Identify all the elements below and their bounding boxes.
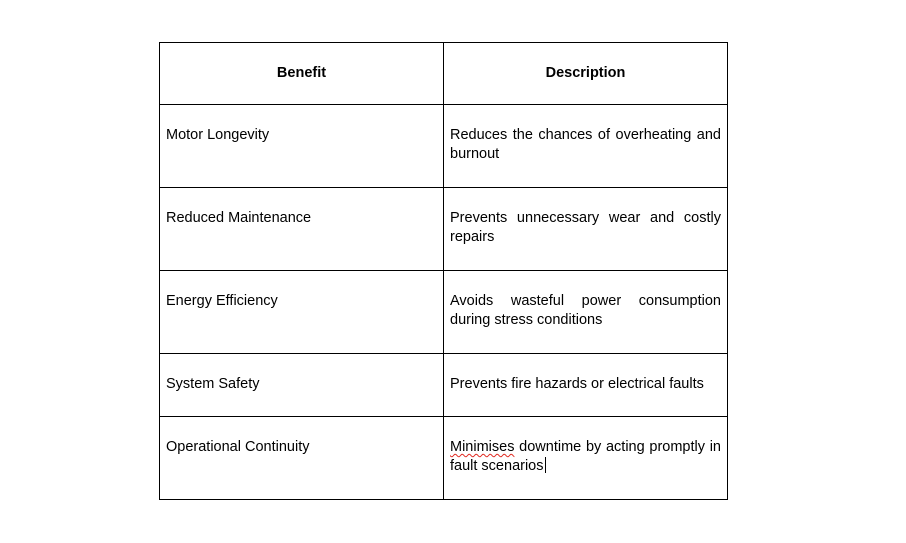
benefit-text: Operational Continuity (166, 439, 310, 455)
description-cell[interactable] (444, 354, 728, 417)
description-rest-text: downtime by acting promptly in fault scenarios (450, 439, 721, 474)
description-text: Prevents fire hazards or electrical faults (450, 376, 704, 392)
misspelled-word[interactable]: Minimises (450, 439, 515, 455)
table-row (160, 105, 728, 188)
benefit-cell[interactable] (160, 417, 444, 500)
table-row (160, 354, 728, 417)
benefit-text: Reduced Maintenance (166, 210, 312, 226)
description-cell[interactable] (444, 417, 728, 500)
description-text (444, 417, 727, 476)
description-cell[interactable] (444, 105, 728, 188)
benefit-text: Motor Longevity (166, 127, 270, 143)
header-description[interactable]: Description (444, 43, 728, 105)
description-cell[interactable] (444, 271, 728, 354)
benefits-table (159, 42, 728, 500)
description-text: Prevents unnecessary wear and costly repairs (450, 210, 721, 245)
table-row (160, 417, 728, 500)
table-header-row (160, 43, 728, 105)
description-cell[interactable] (444, 188, 728, 271)
description-text: Avoids wasteful power consumption during stress conditions (450, 293, 721, 328)
benefit-cell[interactable] (160, 188, 444, 271)
description-text: Reduces the chances of overheating and burnout (450, 127, 721, 162)
text-cursor (545, 457, 546, 473)
table-row (160, 188, 728, 271)
benefit-cell[interactable] (160, 354, 444, 417)
benefit-cell[interactable] (160, 271, 444, 354)
header-benefit[interactable]: Benefit (160, 43, 444, 105)
benefit-text: Energy Efficiency (166, 293, 278, 309)
table-row (160, 271, 728, 354)
benefit-cell[interactable] (160, 105, 444, 188)
benefit-text: System Safety (166, 376, 260, 392)
